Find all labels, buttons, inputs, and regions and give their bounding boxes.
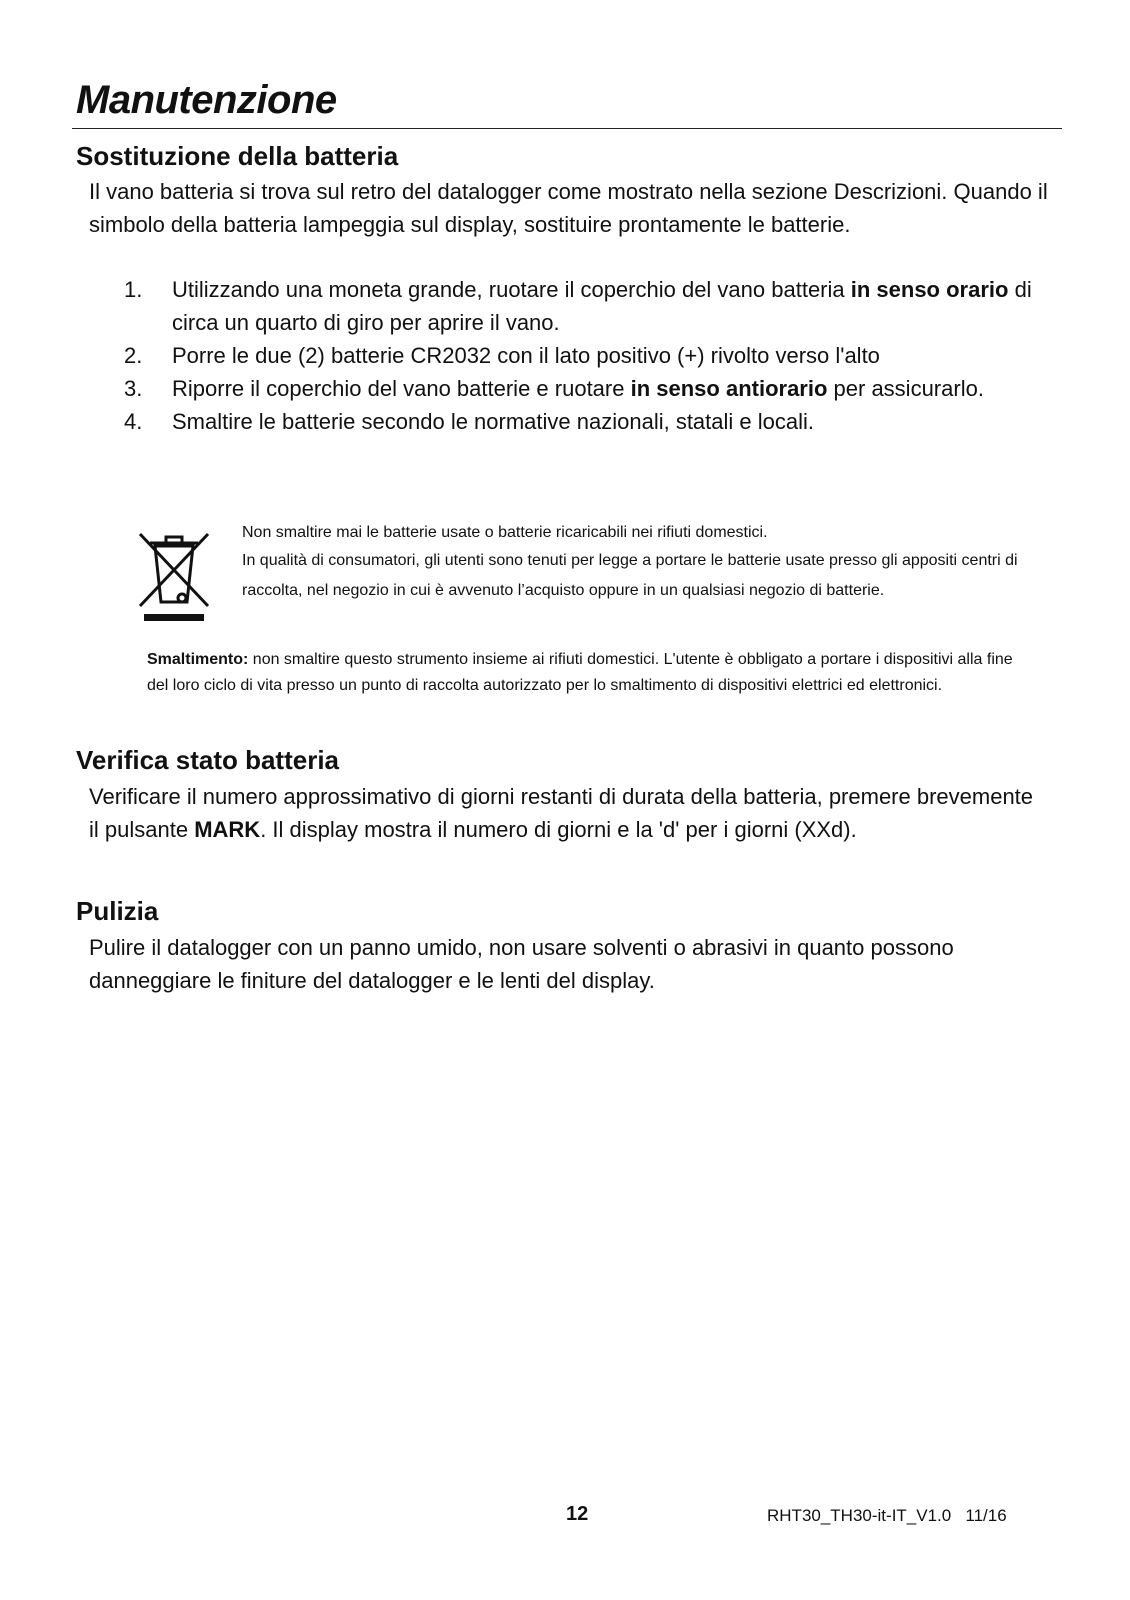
step-text: Utilizzando una moneta grande, ruotare il coperchio del vano batteria [172,277,851,302]
step-text: Porre le due (2) batterie CR2032 con il lato positivo (+) rivolto verso l'alto [172,343,880,368]
disposal-notice [147,647,1027,699]
list-item [120,372,1060,405]
step-number: 3. [124,376,143,401]
step-text-end: per assicurarlo. [827,376,984,401]
battery-check-text-end: . Il display mostra il numero di giorni e la 'd' per i giorni (XXd). [260,817,857,842]
heading-cleaning: Pulizia [76,896,159,926]
weee-notice [242,519,1042,606]
step-text: Riporre il coperchio del vano batterie e ruotare [172,376,631,401]
cleaning-text: Pulire il datalogger con un panno umido, non usare solventi o abrasivi in quanto possono danneggiare le finiture del datalogger e le lenti del display. [89,935,954,993]
battery-check-text-start: Verificare il numero approssimativo di giorni restanti di durata della batteria, premere brevemente il pulsante [89,784,1034,842]
battery-replacement-intro: Il vano batteria si trova sul retro del datalogger come mostrato nella sezione Descrizioni. Quando il simbolo della batteria lampeggia sul display, sostituire prontamente le batterie. [89,179,1048,237]
disposal-text: non smaltire questo strumento insieme ai rifiuti domestici. L'utente è obbligato a portare i dispositivi alla fine del loro ciclo di vita presso un punto di raccolta autorizzato per lo smaltimento di dispositivi elettrici ed elettronici. [147,651,1013,694]
mark-button-label: MARK [194,817,261,842]
list-item [120,405,1060,438]
disposal-label: Smaltimento: [147,651,249,668]
step-emphasis: in senso antiorario [630,376,828,401]
crossed-out-wheelie-bin-icon [136,530,212,622]
step-number: 4. [124,409,143,434]
weee-line-2: In qualità di consumatori, gli utenti sono tenuti per legge a portare le batterie usate presso gli appositi centri di raccolta, nel negozio in cui è avvenuto l’acquisto oppure in un qualsiasi negozio di batterie. [242,552,1018,599]
step-text: Smaltire le batterie secondo le normative nazionali, statali e locali. [172,409,814,434]
list-item [120,339,1060,372]
list-item [120,273,1060,339]
heading-battery-replacement: Sostituzione della batteria [76,141,399,171]
page-number: 12 [566,1503,589,1525]
step-text-end: di circa un quarto di giro per aprire il vano. [172,277,1032,335]
weee-line-1: Non smaltire mai le batterie usate o batterie ricaricabili nei rifiuti domestici. [242,524,768,541]
page-title: Manutenzione [76,78,337,122]
battery-replacement-steps [120,273,1060,438]
step-emphasis: in senso orario [850,277,1009,302]
heading-battery-check: Verifica stato batteria [76,745,339,775]
title-divider [72,128,1062,129]
step-number: 1. [124,277,143,302]
document-id: RHT30_TH30-it-IT_V1.0 11/16 [767,1506,1007,1525]
battery-check-text [89,780,1039,846]
step-number: 2. [124,343,143,368]
